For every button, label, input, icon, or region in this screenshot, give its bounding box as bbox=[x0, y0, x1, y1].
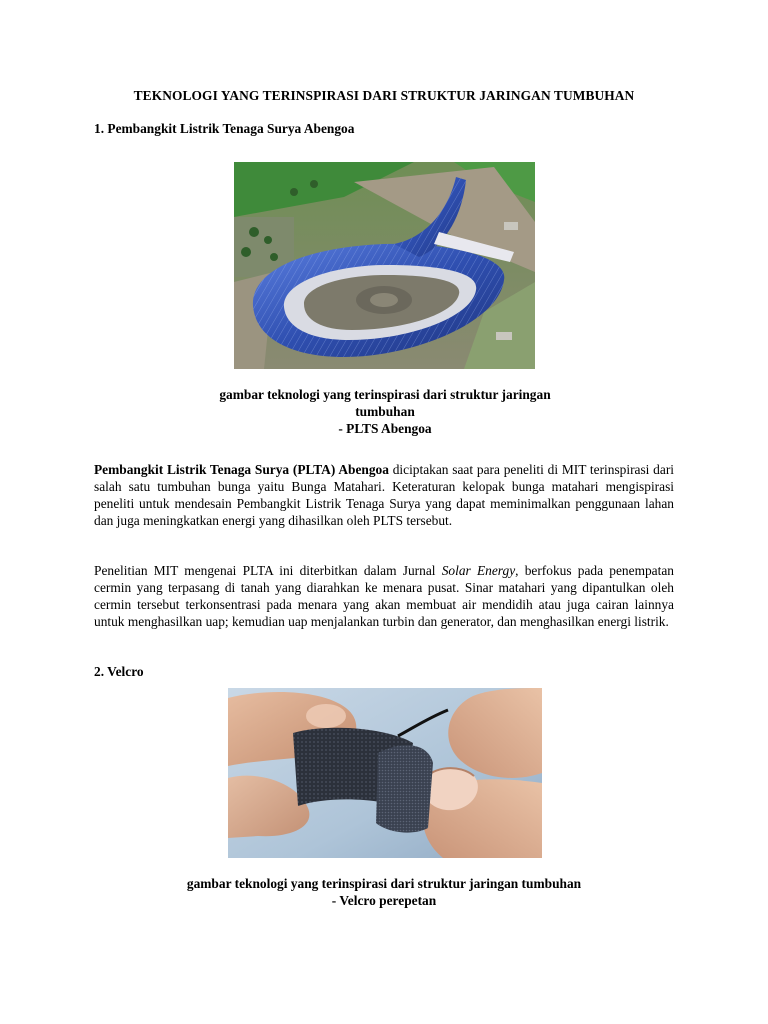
figure-caption-plts bbox=[180, 386, 590, 437]
paragraph-plts-research bbox=[94, 562, 674, 630]
caption-line: - Velcro perepetan bbox=[331, 893, 437, 908]
paragraph-bold-term: Pembangkit Listrik Tenaga Surya (PLTA) Abengoa bbox=[94, 462, 389, 477]
section-heading-velcro: 2. Velcro bbox=[94, 664, 144, 679]
journal-name: Solar Energy bbox=[441, 563, 516, 578]
document-title: TEKNOLOGI YANG TERINSPIRASI DARI STRUKTUR JARINGAN TUMBUHAN bbox=[133, 88, 635, 103]
solar-stadium-image bbox=[234, 162, 535, 369]
section-heading-plts: 1. Pembangkit Listrik Tenaga Surya Abengoa bbox=[94, 121, 355, 136]
figure-caption-velcro bbox=[120, 875, 648, 909]
paragraph-text: Penelitian MIT mengenai PLTA ini diterbitkan dalam Jurnal bbox=[94, 563, 442, 578]
paragraph-text: diciptakan saat para peneliti di MIT terinspirasi dari salah satu tumbuhan bunga yaitu Bunga Matahari. Keteraturan kelopak bunga matahari mengispirasi peneliti untuk mendesain Pembangkit Listrik Tenaga Surya yang dapat meminimalkan penggunaan lahan dan juga meningkatkan energi yang dihasilkan oleh PLTS tersebut. bbox=[94, 462, 675, 528]
caption-line: gambar teknologi yang terinspirasi dari struktur jaringan tumbuhan bbox=[186, 876, 582, 891]
caption-line: - PLTS Abengoa bbox=[338, 421, 432, 436]
paragraph-plts-intro bbox=[94, 461, 674, 529]
paragraph-text: , berfokus pada penempatan cermin yang terpasang di tanah yang diarahkan ke menara pusat. Sinar matahari yang dipantulkan oleh cermin tersebut terkonsentrasi pada menara yang akan membuat air mendidih atau juga cairan lainnya untuk menghasilkan uap; kemudian uap menjalankan turbin dan generator, dan menghasilkan energi listrik. bbox=[94, 563, 674, 629]
velcro-image bbox=[228, 688, 542, 858]
caption-line: gambar teknologi yang terinspirasi dari struktur jaringan bbox=[219, 387, 551, 402]
caption-line: tumbuhan bbox=[355, 404, 415, 419]
